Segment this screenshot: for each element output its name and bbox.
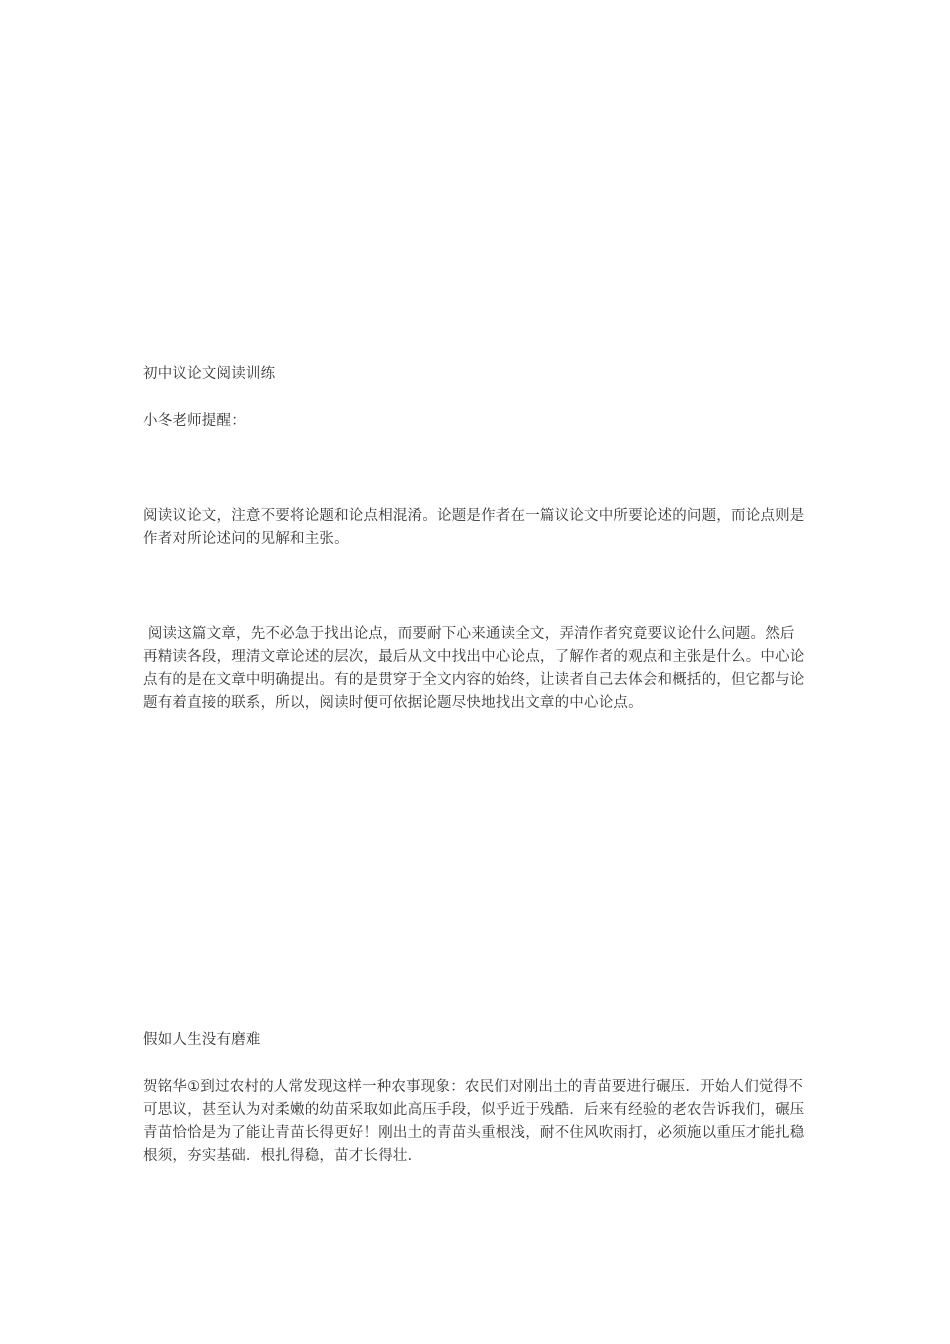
- article-paragraph-1: 贺铭华①到过农村的人常发现这样一种农事现象：农民们对刚出土的青苗要进行碾压．开始人们觉得不可思议，甚至认为对柔嫩的幼苗采取如此高压手段，似乎近于残酷．后来有经验的老农告诉我们，碾压青苗恰恰是为了能让青苗长得更好！刚出土的青苗头重根浅，耐不住风吹雨打，必须施以重压才能扎稳根须，夯实基础．根扎得稳，苗才长得壮．: [143, 1079, 805, 1164]
- exercise-title: 初中议论文阅读训练: [143, 366, 276, 382]
- teacher-reminder-heading: 小冬老师提醒：: [143, 413, 246, 429]
- article-title: 假如人生没有磨难: [143, 1032, 261, 1048]
- reminder-paragraph-1: 阅读议论文，注意不要将论题和论点相混淆。论题是作者在一篇议论文中所要论述的问题，而论点则是作者对所论述问的见解和主张。: [143, 508, 805, 547]
- reminder-paragraph-2: 阅读这篇文章，先不必急于找出论点，而要耐下心来通读全文，弄清作者究竟要议论什么问题。然后再精读各段，理清文章论述的层次，最后从文中找出中心论点，了解作者的观点和主张是什么。中心论点有的是在文章中明确提出。有的是贯穿于全文内容的始终，让读者自己去体会和概括的，但它都与论题有着直接的联系，所以，阅读时便可依据论题尽快地找出文章的中心论点。: [143, 626, 805, 711]
